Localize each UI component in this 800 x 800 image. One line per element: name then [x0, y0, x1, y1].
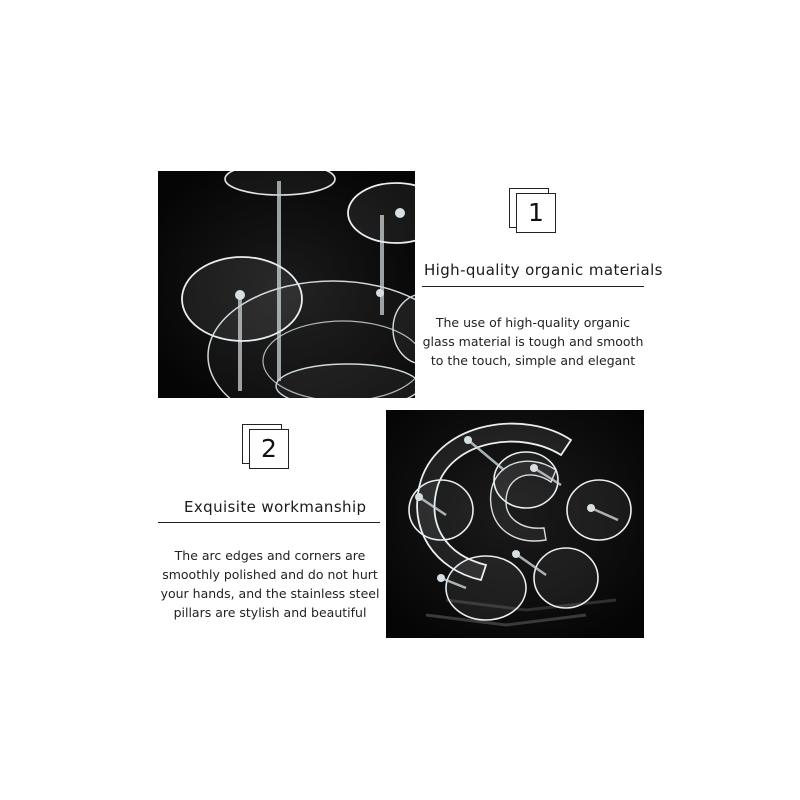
heading-underline-2: [158, 522, 380, 523]
feature-description-1: [415, 313, 651, 370]
description-line: glass material is tough and smooth: [422, 334, 644, 349]
product-photo-bottom: [386, 410, 644, 638]
badge-number: 2: [249, 429, 289, 469]
badge-number: 1: [516, 193, 556, 233]
feature-heading-2: Exquisite workmanship: [184, 498, 367, 516]
heading-underline-1: [422, 286, 644, 287]
spiral-acrylic-stand-image: [386, 410, 644, 638]
feature-description-2: [152, 546, 388, 622]
feature-number-badge-2: [242, 424, 290, 466]
acrylic-stand-closeup-image: [158, 171, 415, 398]
description-line: smoothly polished and do not hurt: [162, 567, 378, 582]
description-line: to the touch, simple and elegant: [430, 353, 636, 368]
description-line: The use of high-quality organic: [435, 315, 631, 330]
description-line: The arc edges and corners are: [174, 548, 366, 563]
feature-number-badge-1: [509, 188, 557, 230]
description-line: your hands, and the stainless steel: [160, 586, 380, 601]
product-photo-top: [158, 171, 415, 398]
description-line: pillars are stylish and beautiful: [173, 605, 367, 620]
feature-heading-1: High-quality organic materials: [424, 261, 663, 279]
